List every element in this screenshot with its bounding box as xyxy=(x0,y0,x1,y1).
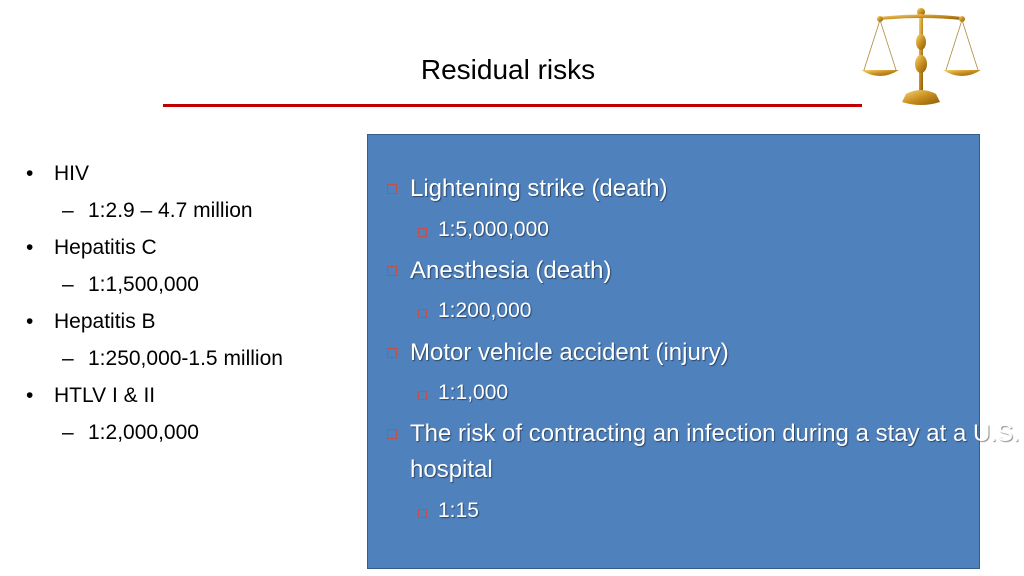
bullet-dot: • xyxy=(26,310,34,333)
square-bullet-icon xyxy=(387,348,397,358)
dash-bullet: – xyxy=(62,347,74,370)
square-bullet-icon xyxy=(418,309,427,318)
square-bullet-icon xyxy=(387,429,397,439)
square-bullet-icon xyxy=(418,509,427,518)
dash-bullet: – xyxy=(62,273,74,296)
list-item xyxy=(26,382,356,419)
square-bullet-icon xyxy=(387,184,397,194)
square-bullet-icon xyxy=(418,391,427,400)
dash-bullet: – xyxy=(62,199,74,222)
list-item-label: Hepatitis B xyxy=(54,310,156,333)
list-subitem xyxy=(26,271,356,308)
comparison-subitem-label: 1:5,000,000 xyxy=(438,218,549,241)
left-bullet-list xyxy=(26,160,356,456)
comparison-item-label: Anesthesia (death) xyxy=(410,257,612,284)
bullet-dot: • xyxy=(26,162,34,185)
comparison-list xyxy=(385,0,1024,576)
square-bullet-icon xyxy=(387,266,397,276)
list-item-label: HTLV I & II xyxy=(54,384,156,407)
list-subitem xyxy=(26,197,356,234)
list-item xyxy=(26,160,356,197)
list-item xyxy=(26,234,356,271)
list-subitem-label: 1:250,000-1.5 million xyxy=(88,347,283,370)
comparison-subitem-label: 1:1,000 xyxy=(438,381,509,404)
list-subitem xyxy=(26,345,356,382)
list-subitem-label: 1:1,500,000 xyxy=(88,273,199,296)
comparison-subitem-label: 1:15 xyxy=(438,499,479,522)
comparison-item-label: Motor vehicle accident (injury) xyxy=(410,339,729,366)
comparison-item-label: Lightening strike (death) xyxy=(410,175,668,202)
list-item xyxy=(26,308,356,345)
list-subitem-label: 1:2,000,000 xyxy=(88,421,199,444)
list-subitem xyxy=(26,419,356,456)
comparison-subitem-label: 1:200,000 xyxy=(438,299,532,322)
list-item-label: Hepatitis C xyxy=(54,236,157,259)
square-bullet-icon xyxy=(418,228,427,237)
list-subitem-label: 1:2.9 – 4.7 million xyxy=(88,199,253,222)
bullet-dot: • xyxy=(26,236,34,259)
comparison-item-label: The risk of contracting an infection during a stay at a U.S. hospital xyxy=(410,420,1020,483)
dash-bullet: – xyxy=(62,421,74,444)
slide-title: Residual risks xyxy=(420,54,596,85)
bullet-dot: • xyxy=(26,384,34,407)
list-item-label: HIV xyxy=(54,162,90,185)
